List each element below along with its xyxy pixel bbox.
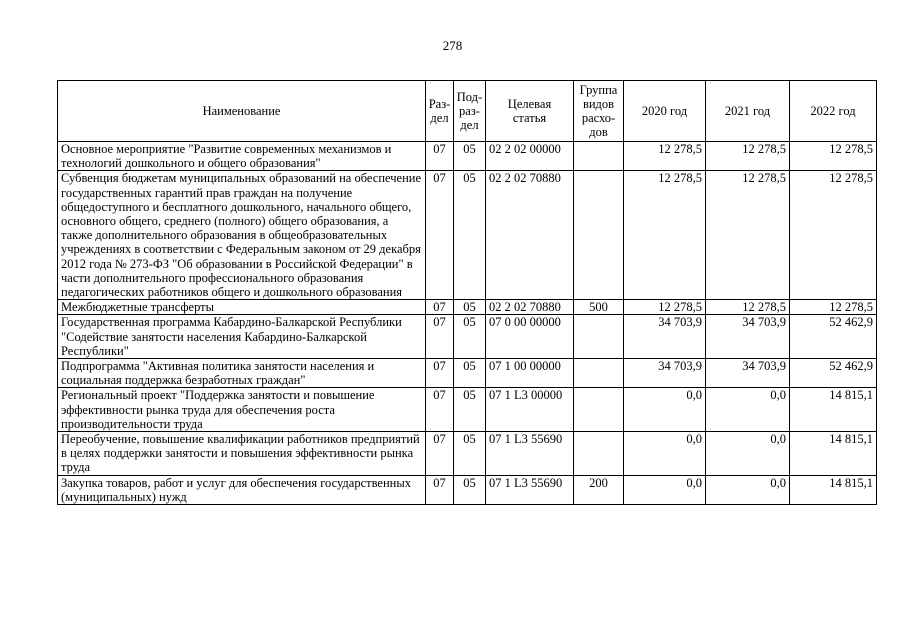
cell-group [574, 171, 624, 300]
cell-podrazdel: 05 [454, 432, 486, 476]
cell-y2020: 12 278,5 [624, 142, 706, 171]
cell-razdel: 07 [426, 359, 454, 388]
cell-target: 07 0 00 00000 [486, 315, 574, 359]
cell-y2020: 0,0 [624, 432, 706, 476]
cell-razdel: 07 [426, 388, 454, 432]
header-2021: 2021 год [706, 81, 790, 142]
page-number: 278 [442, 38, 463, 53]
cell-group [574, 432, 624, 476]
cell-y2021: 0,0 [706, 432, 790, 476]
cell-target: 02 2 02 00000 [486, 142, 574, 171]
table-row [58, 432, 877, 476]
table-row [58, 142, 877, 171]
cell-target: 02 2 02 70880 [486, 171, 574, 300]
cell-y2020: 12 278,5 [624, 171, 706, 300]
budget-table [57, 80, 877, 505]
cell-name: Региональный проект "Поддержка занятости и повышение эффективности рынка труда для обеспечения роста производительности труда [58, 388, 426, 432]
cell-group [574, 142, 624, 171]
cell-group: 500 [574, 300, 624, 315]
cell-y2022: 12 278,5 [790, 171, 877, 300]
cell-y2022: 52 462,9 [790, 359, 877, 388]
cell-razdel: 07 [426, 171, 454, 300]
header-row [58, 81, 877, 142]
cell-razdel: 07 [426, 475, 454, 504]
cell-y2020: 0,0 [624, 388, 706, 432]
header-target: Целевая статья [486, 81, 574, 142]
cell-name: Государственная программа Кабардино-Балкарской Республики "Содействие занятости населения Кабардино-Балкарской Республики" [58, 315, 426, 359]
cell-podrazdel: 05 [454, 475, 486, 504]
cell-name: Основное мероприятие "Развитие современных механизмов и технологий дошкольного и общего образования" [58, 142, 426, 171]
cell-podrazdel: 05 [454, 171, 486, 300]
cell-group [574, 388, 624, 432]
table-row [58, 171, 877, 300]
header-podrazdel: Под- раз- дел [454, 81, 486, 142]
cell-y2022: 12 278,5 [790, 300, 877, 315]
header-2022: 2022 год [790, 81, 877, 142]
cell-target: 07 1 L3 55690 [486, 432, 574, 476]
cell-group [574, 315, 624, 359]
cell-podrazdel: 05 [454, 300, 486, 315]
table-body [58, 142, 877, 505]
cell-target: 02 2 02 70880 [486, 300, 574, 315]
cell-razdel: 07 [426, 300, 454, 315]
cell-group: 200 [574, 475, 624, 504]
cell-podrazdel: 05 [454, 315, 486, 359]
cell-y2020: 12 278,5 [624, 300, 706, 315]
cell-razdel: 07 [426, 432, 454, 476]
cell-y2022: 14 815,1 [790, 388, 877, 432]
cell-razdel: 07 [426, 142, 454, 171]
header-razdel: Раз- дел [426, 81, 454, 142]
cell-y2022: 12 278,5 [790, 142, 877, 171]
cell-y2021: 34 703,9 [706, 315, 790, 359]
cell-y2021: 12 278,5 [706, 300, 790, 315]
cell-y2020: 0,0 [624, 475, 706, 504]
cell-y2021: 34 703,9 [706, 359, 790, 388]
cell-name: Субвенция бюджетам муниципальных образований на обеспечение государственных гарантий прав граждан на получение общедоступного и бесплатного дошкольного, начального общего, основного общего, среднего (полного) общего образования, а также дополнительного образования в общеобразовательных учреждениях в соответствии с Федеральным законом от 29 декабря 2012 года № 273-ФЗ "Об образовании в Российской Федерации" в части дополнительного профессионального образования педагогических работников общего и дошкольного образования [58, 171, 426, 300]
cell-y2022: 14 815,1 [790, 432, 877, 476]
table-row [58, 475, 877, 504]
cell-podrazdel: 05 [454, 359, 486, 388]
cell-target: 07 1 L3 00000 [486, 388, 574, 432]
cell-group [574, 359, 624, 388]
cell-y2020: 34 703,9 [624, 315, 706, 359]
table-row [58, 388, 877, 432]
cell-y2021: 0,0 [706, 388, 790, 432]
cell-target: 07 1 L3 55690 [486, 475, 574, 504]
cell-y2022: 52 462,9 [790, 315, 877, 359]
cell-y2021: 12 278,5 [706, 142, 790, 171]
cell-name: Закупка товаров, работ и услуг для обеспечения государственных (муниципальных) нужд [58, 475, 426, 504]
cell-razdel: 07 [426, 315, 454, 359]
table-row [58, 300, 877, 315]
cell-y2021: 12 278,5 [706, 171, 790, 300]
cell-name: Подпрограмма "Активная политика занятости населения и социальная поддержка безработных граждан" [58, 359, 426, 388]
cell-target: 07 1 00 00000 [486, 359, 574, 388]
cell-name: Межбюджетные трансферты [58, 300, 426, 315]
cell-y2020: 34 703,9 [624, 359, 706, 388]
cell-y2022: 14 815,1 [790, 475, 877, 504]
header-2020: 2020 год [624, 81, 706, 142]
cell-podrazdel: 05 [454, 388, 486, 432]
table-row [58, 315, 877, 359]
table-row [58, 359, 877, 388]
cell-name: Переобучение, повышение квалификации работников предприятий в целях поддержки занятости и повышения эффективности рынка труда [58, 432, 426, 476]
cell-y2021: 0,0 [706, 475, 790, 504]
header-name: Наименование [58, 81, 426, 142]
cell-podrazdel: 05 [454, 142, 486, 171]
header-group: Группа видов расхо- дов [574, 81, 624, 142]
